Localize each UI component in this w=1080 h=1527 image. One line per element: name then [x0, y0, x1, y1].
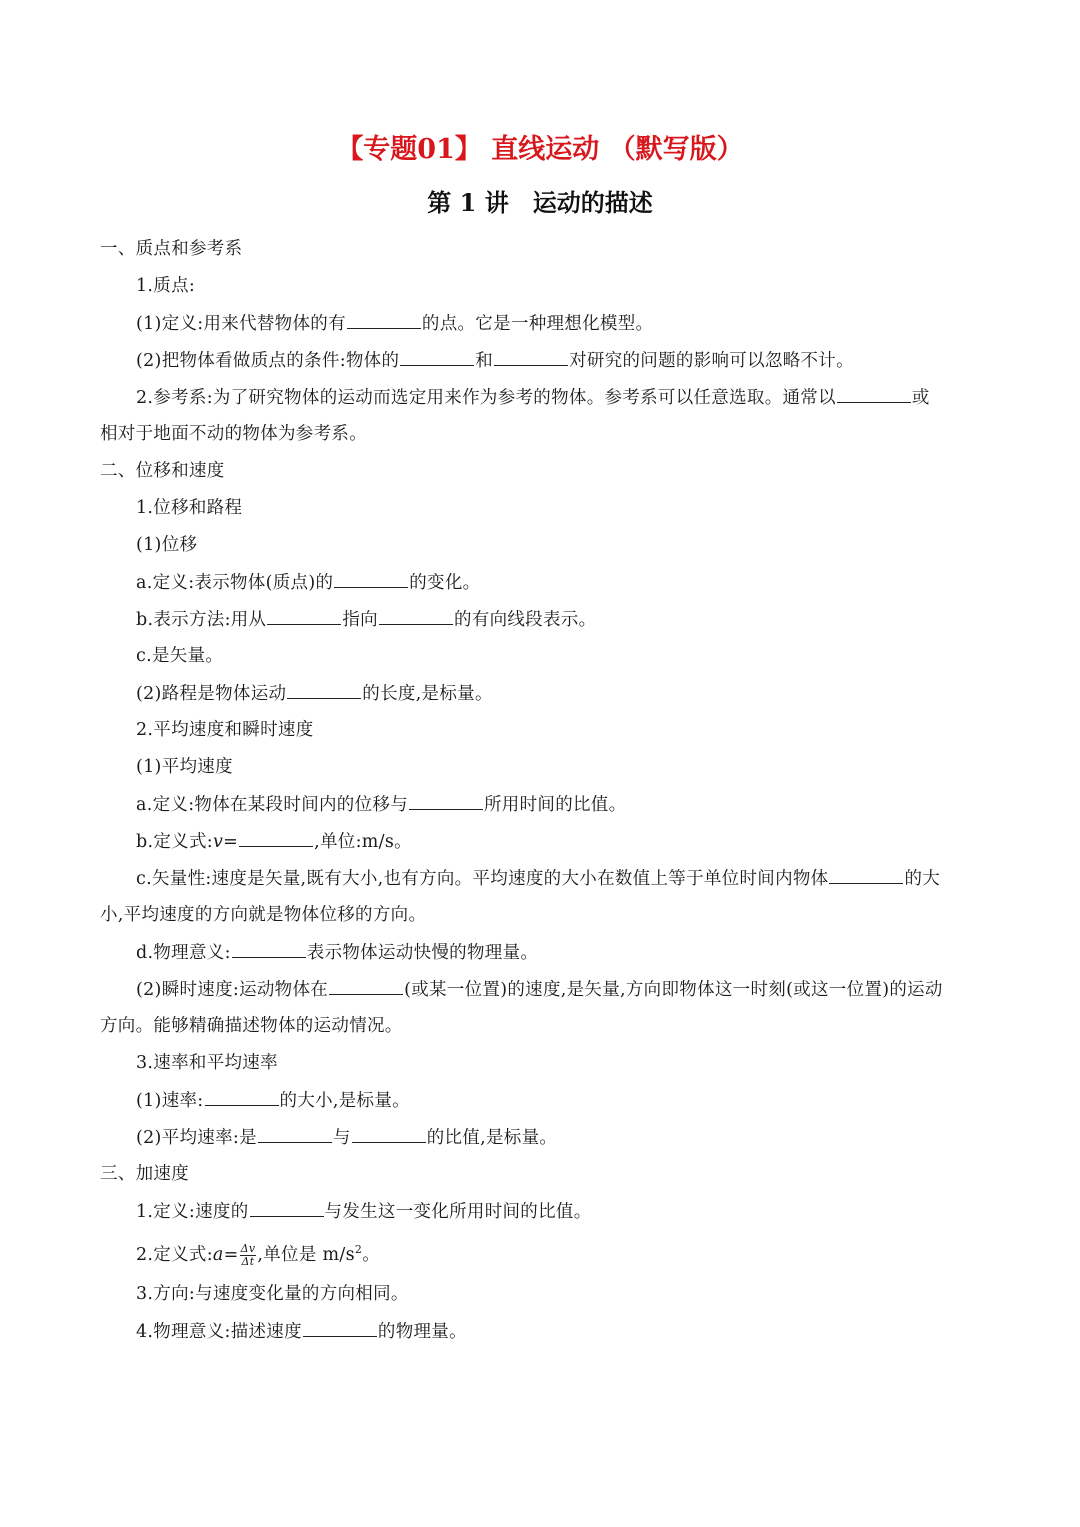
text-segment: 指向	[342, 610, 378, 630]
item-distance	[136, 680, 493, 707]
fill-blank	[329, 976, 403, 995]
text-segment: (2)把物体看做质点的条件:物体的	[136, 351, 400, 371]
fill-blank	[267, 606, 341, 625]
text-segment: 和	[475, 351, 494, 371]
text-segment: 的变化。	[409, 573, 481, 593]
fraction	[240, 1243, 257, 1268]
fill-blank	[232, 939, 306, 958]
item-displacement-distance	[136, 495, 242, 521]
section-heading-2	[100, 458, 225, 484]
fill-blank	[409, 791, 483, 810]
text-segment: b.定义式:	[136, 832, 213, 852]
text-segment: c.矢量性:速度是矢量,既有大小,也有方向。平均速度的大小在数值上等于单位时间内物体	[136, 869, 829, 889]
fill-blank	[303, 1318, 377, 1337]
item-vector-property-cont	[100, 902, 426, 928]
equals-sign: =	[223, 832, 239, 852]
unit-exponent: 2	[354, 1243, 363, 1256]
text-segment: 相对于地面不动的物体为参考系。	[100, 424, 367, 444]
item-acceleration-meaning	[136, 1318, 467, 1345]
item-instantaneous-velocity	[136, 976, 943, 1003]
text-segment: 的大	[904, 869, 941, 889]
fill-blank	[352, 1124, 426, 1143]
item-reference-frame	[136, 384, 930, 411]
equals-sign: =	[223, 1244, 239, 1265]
velocity-symbol: v	[212, 832, 224, 852]
acceleration-symbol: a	[212, 1244, 224, 1265]
fill-blank	[829, 865, 903, 884]
item-acceleration-direction	[136, 1281, 409, 1307]
text-segment: 的长度,是标量。	[362, 684, 493, 704]
text-segment: (或某一位置)的速度,是矢量,方向即物体这一时刻(或这一位置)的运动	[404, 980, 943, 1000]
text-segment: b.表示方法:用从	[136, 610, 267, 630]
text-segment: 的有向线段表示。	[453, 610, 597, 630]
text-segment: 4.物理意义:描述速度	[136, 1322, 302, 1342]
fill-blank	[334, 569, 408, 588]
heading-text: 二、位移和速度	[100, 461, 225, 481]
fill-blank	[287, 680, 361, 699]
text-segment: (1)定义:用来代替物体的有	[136, 314, 346, 334]
text-segment: 对研究的问题的影响可以忽略不计。	[569, 351, 854, 371]
heading-text: 一、质点和参考系	[100, 239, 243, 259]
item-average-velocity	[136, 754, 233, 780]
item-text: (1)位移	[136, 535, 198, 555]
item-text: 2.平均速度和瞬时速度	[136, 720, 314, 740]
fill-blank	[250, 1198, 324, 1217]
text-segment: 与发生这一变化所用时间的比值。	[324, 1202, 592, 1222]
text-segment: 与	[332, 1128, 351, 1148]
fill-blank	[239, 828, 313, 847]
document-title: 【专题01】 直线运动 （默写版）	[336, 134, 744, 165]
text-segment: (1)速率:	[136, 1091, 204, 1111]
text-segment: 。	[362, 1244, 380, 1265]
item-reference-frame-cont	[100, 421, 367, 447]
fill-blank	[258, 1124, 332, 1143]
item-vector-property	[136, 865, 940, 892]
fill-blank	[494, 347, 568, 366]
text-segment: 1.定义:速度的	[136, 1202, 249, 1222]
text-segment: 方向。能够精确描述物体的运动情况。	[100, 1016, 403, 1036]
text-segment: 的大小,是标量。	[279, 1091, 410, 1111]
item-text: 1.质点:	[136, 276, 196, 296]
text-segment: 小,平均速度的方向就是物体位移的方向。	[100, 905, 427, 925]
text-segment: a.定义:表示物体(质点)的	[136, 573, 334, 593]
item-displacement-vector	[136, 643, 223, 669]
text-segment: 或	[911, 388, 930, 408]
fill-blank	[347, 310, 421, 329]
item-average-speed	[136, 1124, 557, 1151]
item-particle	[136, 273, 195, 299]
fill-blank	[205, 1087, 279, 1106]
item-text: (1)平均速度	[136, 757, 233, 777]
fill-blank	[400, 347, 474, 366]
text-segment: a.定义:物体在某段时间内的位移与	[136, 795, 408, 815]
text-segment: ,单位:m/s。	[314, 832, 412, 852]
text-segment: 表示物体运动快慢的物理量。	[306, 943, 539, 963]
item-particle-definition	[136, 310, 653, 337]
text-segment: 的物理量。	[377, 1322, 467, 1342]
text-segment: 2.参考系:为了研究物体的运动而选定用来作为参考的物体。参考系可以任意选取。通常以	[136, 388, 836, 408]
item-physical-meaning	[136, 939, 538, 966]
fill-blank	[837, 384, 911, 403]
lecture-subtitle: 第 1 讲 运动的描述	[427, 188, 653, 217]
item-text: 1.位移和路程	[136, 498, 243, 518]
item-velocity	[136, 717, 314, 743]
item-displacement-representation	[136, 606, 596, 633]
text-segment: 的比值,是标量。	[426, 1128, 558, 1148]
item-acceleration-formula	[136, 1237, 380, 1268]
text-segment: d.物理意义:	[136, 943, 231, 963]
text-segment: (2)平均速率:是	[136, 1128, 257, 1148]
item-displacement	[136, 532, 197, 558]
text-segment: 2.定义式:	[136, 1244, 213, 1265]
item-speed-definition	[136, 1087, 410, 1114]
fill-blank	[379, 606, 453, 625]
text-segment: 的点。它是一种理想化模型。	[421, 314, 654, 334]
fraction-denominator: Δt	[241, 1254, 255, 1268]
item-text: c.是矢量。	[136, 646, 224, 666]
item-displacement-definition	[136, 569, 480, 596]
item-text: 3.方向:与速度变化量的方向相同。	[136, 1284, 409, 1304]
text-segment: (2)瞬时速度:运动物体在	[136, 980, 329, 1000]
section-heading-1	[100, 236, 242, 262]
fraction-numerator: Δv	[240, 1241, 256, 1255]
item-instantaneous-velocity-cont	[100, 1013, 403, 1039]
item-particle-condition	[136, 347, 854, 374]
section-heading-3	[100, 1161, 189, 1187]
item-acceleration-definition	[136, 1198, 592, 1225]
item-text: 3.速率和平均速率	[136, 1053, 278, 1073]
text-segment: (2)路程是物体运动	[136, 684, 287, 704]
text-segment: 所用时间的比值。	[484, 795, 627, 815]
item-average-velocity-definition	[136, 791, 626, 818]
text-segment: ,单位是 m/s	[257, 1244, 355, 1265]
heading-text: 三、加速度	[100, 1164, 189, 1184]
item-average-velocity-formula	[136, 828, 412, 855]
item-speed	[136, 1050, 278, 1076]
